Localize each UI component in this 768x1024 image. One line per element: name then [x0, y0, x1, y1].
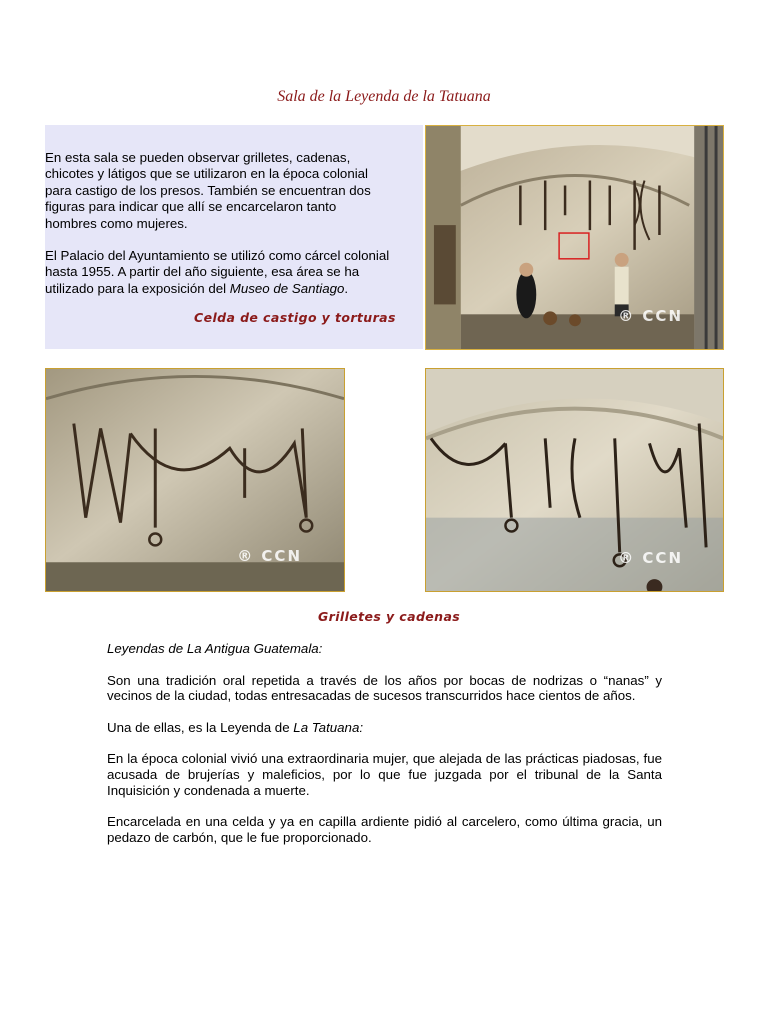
intro-text: [45, 150, 390, 313]
legends-heading: Leyendas de La Antigua Guatemala:: [107, 641, 323, 656]
legend-text: [107, 641, 662, 861]
cell-caption: Celda de castigo y torturas: [194, 310, 396, 325]
intro-paragraph-2-end: .: [344, 280, 349, 296]
legends-paragraph-1: Son una tradición oral repetida a través de los años por bocas de nodrizas o “nanas” y vecinos de la ciudad, todas entresacadas de sucesos transcurridos hace cientos de años.: [107, 672, 662, 704]
museum-name: Museo de Santiago: [229, 280, 345, 296]
intro-paragraph-1: En esta sala se pueden observar grilletes, cadenas, chicotes y látigos que se utilizaron en la época colonial para castigo de los presos. También se encuentran dos figuras para indicar que allí se encarcelaron tanto hombres como mujeres.: [45, 150, 371, 231]
legends-paragraph-2: Una de ellas, es la Leyenda de La Tatuana:: [107, 719, 364, 735]
watermark: ® CCN: [237, 547, 302, 565]
chains-caption: Grilletes y cadenas: [318, 609, 461, 624]
tatuana-name: La Tatuana:: [293, 719, 364, 735]
chains-photo-right: [425, 368, 724, 592]
intro-paragraph-2: [45, 248, 390, 297]
legends-paragraph-4: Encarcelada en una celda y ya en capilla ardiente pidió al carcelero, como última gracia, un pedazo de carbón, que le fue proporcionado.: [107, 814, 662, 845]
watermark: ® CCN: [618, 549, 683, 567]
chains-photo-left: [45, 368, 345, 592]
legends-paragraph-3: En la época colonial vivió una extraordinaria mujer, que alejada de las prácticas piadosas, fue acusada de brujerías y maleficios, por lo que fue juzgada por el tribunal de la Santa Inquisición y condenada a muerte.: [107, 751, 662, 798]
page-title: Sala de la Leyenda de la Tatuana: [277, 88, 491, 105]
cell-photo: [425, 125, 724, 350]
intro-paragraph-2-start: El Palacio del Ayuntamiento se utilizó como cárcel colonial hasta 1955. A partir del año siguiente, esa área se ha utilizado para la exposición del: [45, 248, 390, 296]
watermark: ® CCN: [618, 307, 683, 325]
